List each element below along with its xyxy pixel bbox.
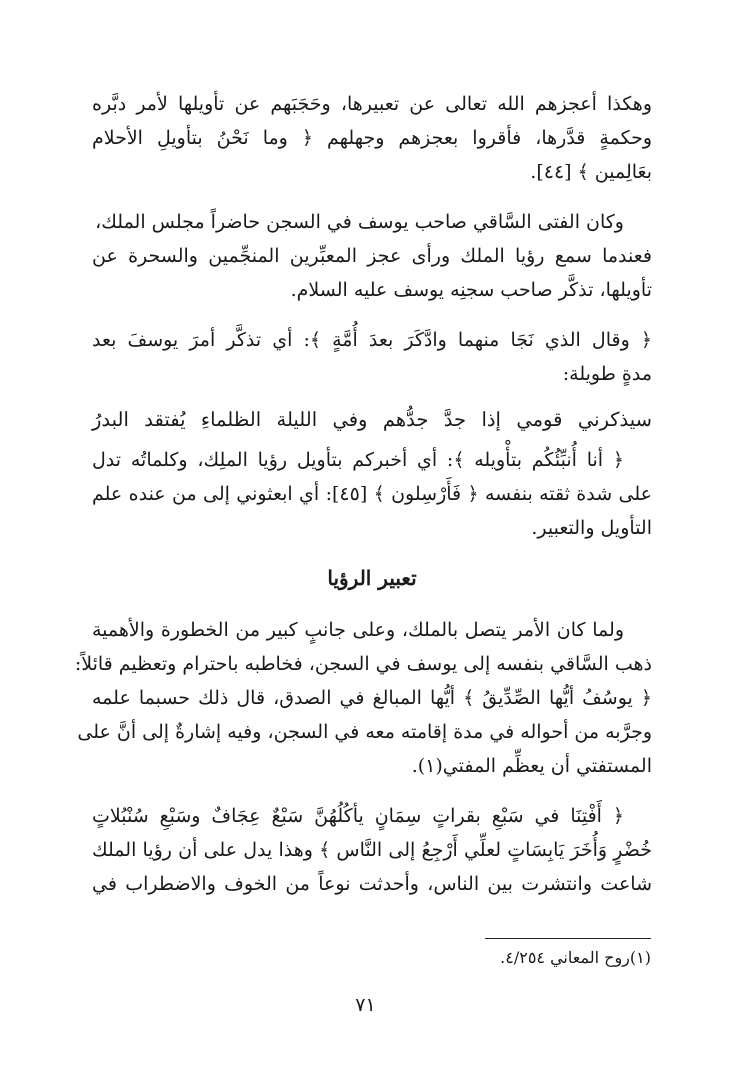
footnote: (١)روح المعاني ٤/٢٥٤. <box>500 948 651 967</box>
text-line: ﴿ أَفْتِنَا في سَبْعِ بقراتٍ سِمَانٍ يأكُلُهُنَّ سَبْعٌ عِجَافٌ وسَبْعِ سُنْبُلاتٍ <box>92 805 624 827</box>
footnote-divider <box>485 938 651 939</box>
text-line: وهكذا أعجزهم الله تعالى عن تعبيرها، وحَجَبَهم عن تأويلها لأمر دبَّره <box>92 93 652 115</box>
text-line: ذهب السَّاقي بنفسه إلى يوسف في السجن، فخاطبه باحترام وتعظيم قائلاً: <box>74 653 652 675</box>
text-line: التأويل والتعبير. <box>531 517 652 539</box>
text-line: ﴿ يوسُفُ أيُّها الصِّدِّيقُ ﴾ أيُّها المبالغ في الصدق، قال ذلك حسبما علمه <box>92 687 652 709</box>
text-line: مدةٍ طويلة: <box>562 363 652 385</box>
text-line: وكان الفتى السَّاقي صاحب يوسف في السجن حاضراً مجلس الملك، <box>95 211 624 233</box>
text-line: بعَالِمين ﴾ [٤٤]. <box>530 161 652 183</box>
text-line: ﴿ أنا أُنبِّئُكُم بتأْويله ﴾: أي أخبركم بتأويل رؤيا الملِك، وكلماتُه تدل <box>92 449 624 471</box>
text-line: فعندما سمع رؤيا الملك ورأى عجز المعبِّرين المنجِّمين والسحرة عن <box>92 245 652 267</box>
main-text <box>74 0 652 940</box>
text-line: وحكمةٍ قدَّرها، فأقروا بعجزهم وجهلهم ﴿ وما نَحْنُ بتأويلِ الأحلام <box>92 127 652 149</box>
text-line: على شدة ثقته بنفسه ﴿ فَأَرْسِلون ﴾ [٤٥]: أي ابعثوني إلى من عنده علم <box>92 483 652 505</box>
text-line: تأويلها، تذكَّر صاحب سجنِه يوسف عليه السلام. <box>290 279 652 301</box>
text-line: المستفتي أن يعظِّم المفتي(١). <box>411 755 652 777</box>
text-line: وجرَّبه من أحواله في مدة إقامته معه في السجن، وفيه إشارةٌ إلى أنَّ على <box>77 721 652 743</box>
text-line: خُضْرٍ وَأُخَرَ يَابِسَاتٍ لعلِّي أَرْجِعُ إلى النَّاس ﴾ وهذا يدل على أن رؤيا الملك <box>92 839 652 861</box>
text-line: ولما كان الأمر يتصل بالملك، وعلى جانبٍ كبير من الخطورة والأهمية <box>92 619 624 641</box>
poetry-line: سيذكرني قومي إذا جدَّ جدُّهم وفي الليلة الظلماءِ يُفتقد البدرُ <box>92 408 652 431</box>
section-heading: تعبير الرؤيا <box>327 566 417 590</box>
text-line: ﴿ وقال الذي نَجَا منهما وادَّكَرَ بعدَ أُمَّةٍ ﴾: أي تذكَّر أمرَ يوسفَ بعد <box>92 329 652 351</box>
text-line: شاعت وانتشرت بين الناس، وأحدثت نوعاً من الخوف والاضطراب في <box>92 873 652 895</box>
page-number: ٧١ <box>355 994 376 1016</box>
